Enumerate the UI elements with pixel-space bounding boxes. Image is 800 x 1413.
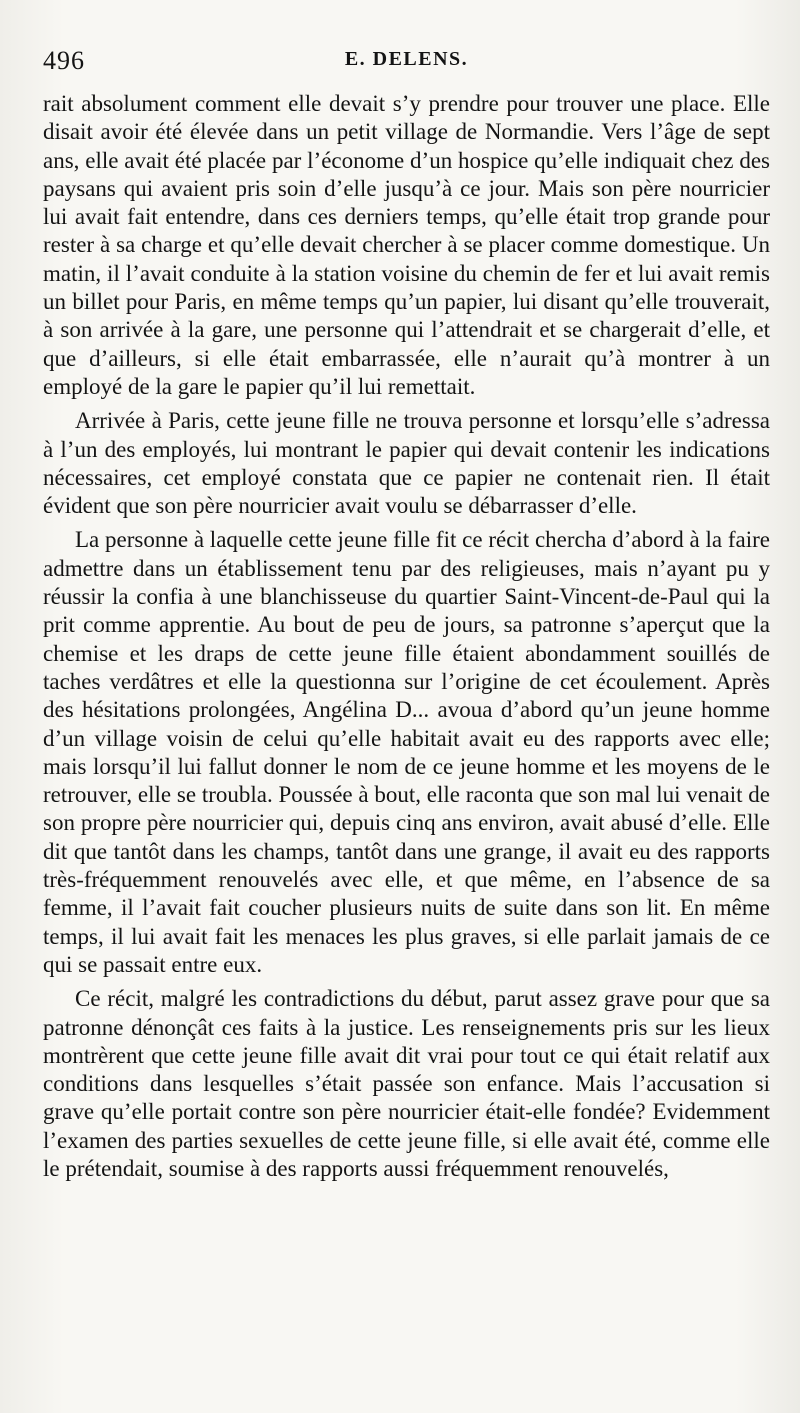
paragraph-continuation: rait absolument comment elle devait s’y prendre pour trouver une place. Elle disait avoir été élevée dans un petit village de Normandie. Vers l’âge de sept ans, elle avait été placée par l’économe d’un hospice qu’elle indiquait chez des paysans qui avaient pris soin d’elle jusqu’à ce jour. Mais son père nourricier lui avait fait entendre, dans ces derniers temps, qu’elle était trop grande pour rester à sa charge et qu’elle devait chercher à se placer comme domestique. Un matin, il l’avait conduite à la station voisine du chemin de fer et lui avait remis un billet pour Paris, en même temps qu’un papier, lui disant qu’elle trouverait, à son arrivée à la gare, une personne qui l’attendrait et se chargerait d’elle, et que d’ailleurs, si elle était embarrassée, elle n’aurait qu’à montrer à un employé de la gare le papier qu’il lui remettait.: [43, 91, 770, 399]
paragraph-arrival-paris: Arrivée à Paris, cette jeune fille ne trouva personne et lorsqu’elle s’adressa à l’un des employés, lui montrant le papier qui devait contenir les indications nécessaires, cet employé constata que ce papier ne contenait rien. Il était évident que son père nourricier avait voulu se débarrasser d’elle.: [43, 408, 770, 519]
body-text: [43, 90, 770, 1183]
paragraph-justice: Ce récit, malgré les contradictions du début, parut assez grave pour que sa patronne dénonçât ces faits à la justice. Les renseignements pris sur les lieux montrèrent que cette jeune fille avait dit vrai pour tout ce qui était relatif aux conditions dans lesquelles s’était passée son enfance. Mais l’accusation si grave qu’elle portait contre son père nourricier était-elle fondée? Evidemment l’examen des parties sexuelles de cette jeune fille, si elle avait été, comme elle le prétendait, soumise à des rapports aussi fréquemment renouvelés,: [43, 986, 770, 1181]
page-header: [43, 34, 770, 90]
running-head: E. DELENS.: [344, 48, 469, 70]
paragraph-apprenticeship: La personne à laquelle cette jeune fille fit ce récit chercha d’abord à la faire admettre dans un établissement tenu par des religieuses, mais n’ayant pu y réussir la confia à une blanchisseuse du quartier Saint-Vincent-de-Paul qui la prit comme apprentie. Au bout de peu de jours, sa patronne s’aperçut que la chemise et les draps de cette jeune fille étaient abondamment souillés de taches verdâtres et elle la questionna sur l’origine de cet écoulement. Après des hésitations prolongées, Angélina D... avoua d’abord qu’un jeune homme d’un village voisin de celui qu’elle habitait avait eu des rapports avec elle; mais lorsqu’il lui fallut donner le nom de ce jeune homme et les moyens de le retrouver, elle se troubla. Poussée à bout, elle raconta que son mal lui venait de son propre père nourricier qui, depuis cinq ans environ, avait abusé d’elle. Elle dit que tantôt dans les champs, tantôt dans une grange, il avait eu des rapports très-fréquemment renouvelés avec elle, et que même, en l’absence de sa femme, il l’avait fait coucher plusieurs nuits de suite dans son lit. En même temps, il lui avait fait les menaces les plus graves, si elle parlait jamais de ce qui se passait entre eux.: [43, 527, 770, 977]
page-number: 496: [43, 46, 85, 75]
